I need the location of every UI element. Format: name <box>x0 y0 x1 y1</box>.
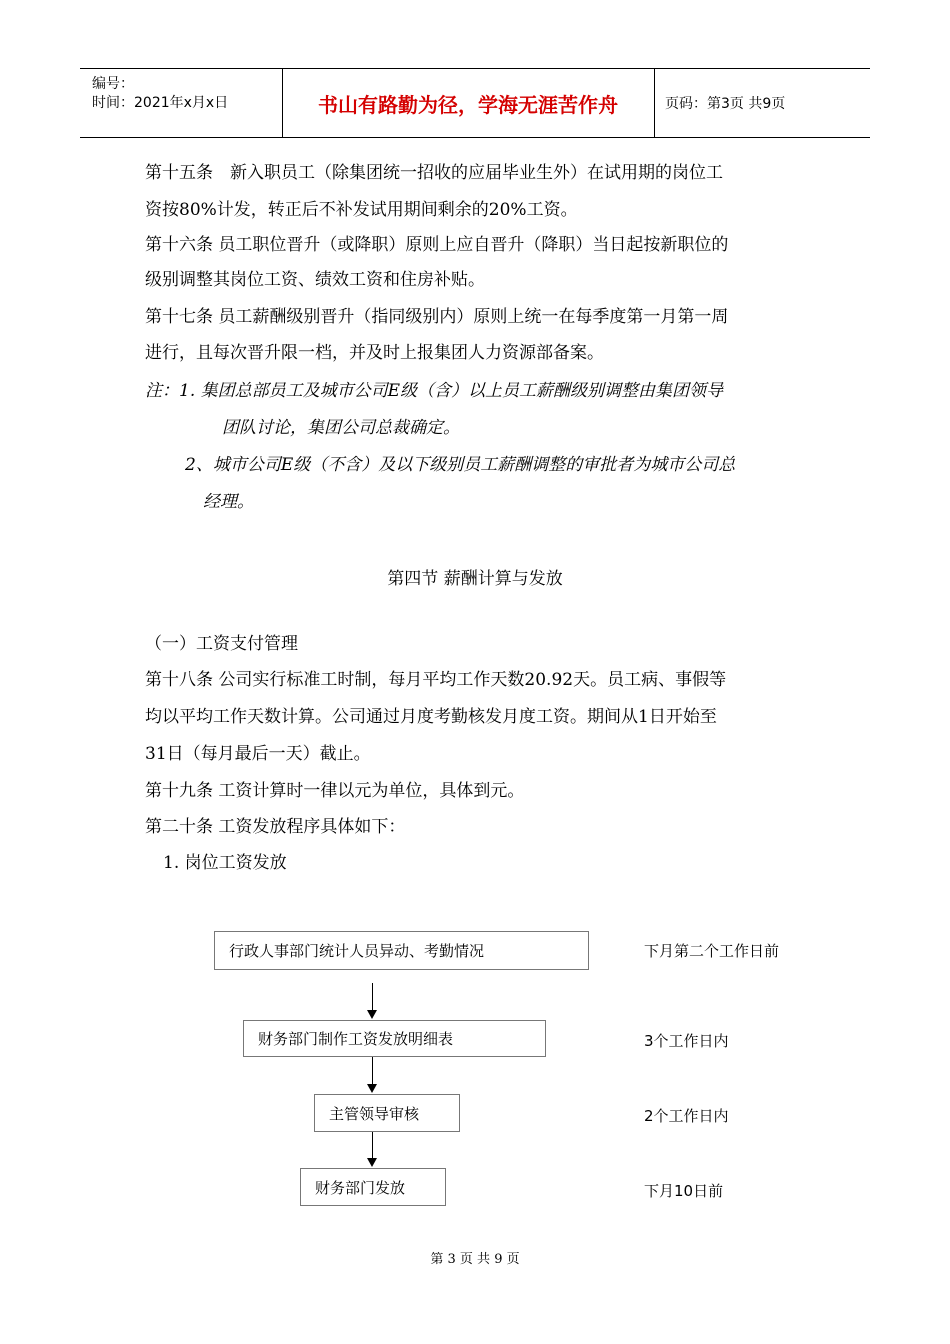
note-2-line-1: 2、城市公司E级（不含）及以下级别员工薪酬调整的审批者为城市公司总 <box>185 455 736 475</box>
header-motto: 书山有路勤为径，学海无涯苦作舟 <box>282 69 655 137</box>
note-1-line-1: 注：1. 集团总部员工及城市公司E级（含）以上员工薪酬级别调整由集团领导 <box>145 381 724 401</box>
article-20: 第二十条 工资发放程序具体如下： <box>145 817 406 837</box>
article-15-line-2: 资按80%计发，转正后不补发试用期间剩余的20%工资。 <box>145 200 578 220</box>
flow-step-3-time: 2个工作日内 <box>644 1107 729 1125</box>
list-item-1: 1. 岗位工资发放 <box>163 853 287 873</box>
arrow-down-icon <box>367 1084 377 1093</box>
article-18-line-3: 31日（每月最后一天）截止。 <box>145 744 371 764</box>
flow-step-4-box: 财务部门发放 <box>300 1168 446 1206</box>
flow-step-2-box: 财务部门制作工资发放明细表 <box>243 1020 546 1057</box>
flow-step-1-box: 行政人事部门统计人员异动、考勤情况 <box>214 931 589 970</box>
article-19: 第十九条 工资计算时一律以元为单位，具体到元。 <box>145 781 525 801</box>
flow-step-4-time: 下月10日前 <box>644 1182 724 1200</box>
flow-step-2-time: 3个工作日内 <box>644 1032 729 1050</box>
section-title: 第四节 薪酬计算与发放 <box>387 569 563 589</box>
note-1-line-2: 团队讨论，集团公司总裁确定。 <box>222 418 460 438</box>
article-17-line-2: 进行，且每次晋升限一档，并及时上报集团人力资源部备案。 <box>145 343 604 363</box>
page-footer: 第 3 页 共 9 页 <box>430 1252 520 1267</box>
article-15-line-1: 第十五条 新入职员工（除集团统一招收的应届毕业生外）在试用期的岗位工 <box>145 163 723 183</box>
doc-number-label: 编号： <box>92 76 134 92</box>
flow-connector-3 <box>372 1132 373 1159</box>
article-18-line-2: 均以平均工作天数计算。公司通过月度考勤核发月度工资。期间从1日开始至 <box>145 707 717 727</box>
header-page-info: 页码：第3页 共9页 <box>665 96 786 112</box>
page-header <box>80 68 870 138</box>
article-18-line-1: 第十八条 公司实行标准工时制，每月平均工作天数20.92天。员工病、事假等 <box>145 670 727 690</box>
flow-connector-2 <box>372 1057 373 1085</box>
article-17-line-1: 第十七条 员工薪酬级别晋升（指同级别内）原则上统一在每季度第一月第一周 <box>145 307 729 327</box>
flow-step-3-box: 主管领导审核 <box>314 1094 460 1132</box>
arrow-down-icon <box>367 1010 377 1019</box>
header-meta <box>80 69 283 137</box>
subsection-title: （一）工资支付管理 <box>145 634 298 654</box>
article-16-line-1: 第十六条 员工职位晋升（或降职）原则上应自晋升（降职）当日起按新职位的 <box>145 235 729 255</box>
arrow-down-icon <box>367 1158 377 1167</box>
flow-step-1-time: 下月第二个工作日前 <box>644 942 780 960</box>
doc-date: 时间：2021年x月x日 <box>92 95 229 111</box>
note-2-line-2: 经理。 <box>203 492 254 512</box>
flow-connector-1 <box>372 983 373 1011</box>
article-16-line-2: 级别调整其岗位工资、绩效工资和住房补贴。 <box>145 270 485 290</box>
